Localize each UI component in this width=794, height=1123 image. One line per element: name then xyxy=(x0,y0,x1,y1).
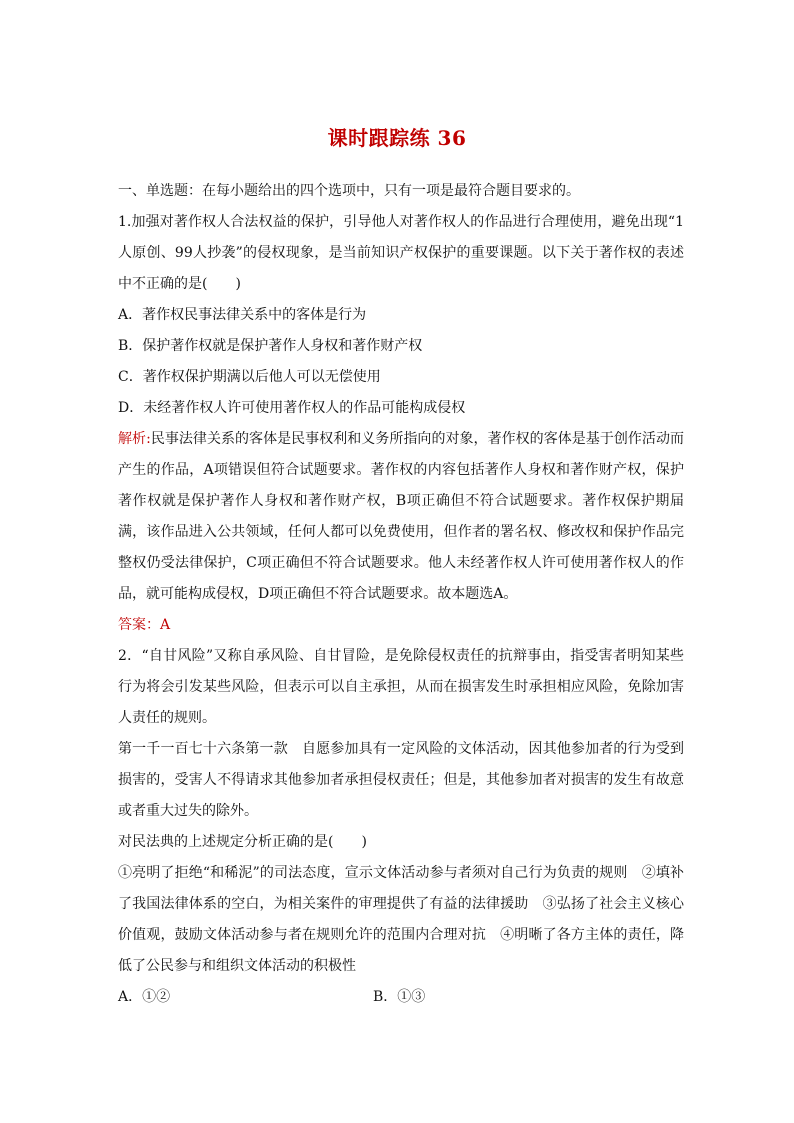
answer-value: A xyxy=(160,617,171,633)
q1-option-b: B．保护著作权就是保护著作人身权和著作财产权 xyxy=(118,338,423,354)
q1-option-d: D．未经著作权人许可使用著作权人的作品可能构成侵权 xyxy=(118,400,466,416)
page-title: 课时跟踪练 36 xyxy=(327,126,467,150)
q2-stem: 2．“自甘风险”又称自承风险、自甘冒险，是免除侵权责任的抗辩事由，指受害者明知某些行为将会引发某些风险，但表示可以自主承担，从而在损害发生时承担相应风险，免除加害人责任的规则。 xyxy=(118,648,684,726)
q1-analysis xyxy=(118,424,684,610)
q2-option-b: B．①③ xyxy=(373,989,426,1005)
q1-option-a: A．著作权民事法律关系中的客体是行为 xyxy=(118,307,367,323)
q1-answer xyxy=(118,610,684,641)
q2-options-row xyxy=(118,982,684,1013)
answer-label: 答案： xyxy=(118,617,160,633)
q2-option-a: A．①② xyxy=(118,989,171,1005)
q2-question: 对民法典的上述规定分析正确的是( ) xyxy=(118,834,367,850)
document-body xyxy=(118,176,684,1013)
q1-stem: 1.加强对著作权人合法权益的保护，引导他人对著作权人的作品进行合理使用，避免出现“1人原创、99人抄袭”的侵权现象，是当前知识产权保护的重要课题。以下关于著作权的表述中不正确的是( ) xyxy=(118,214,684,292)
q2-law-text: 第一千一百七十六条第一款 自愿参加具有一定风险的文体活动，因其他参加者的行为受到损害的，受害人不得请求其他参加者承担侵权责任；但是，其他参加者对损害的发生有故意或者重大过失的除外。 xyxy=(118,741,684,819)
q2-statements: ①亮明了拒绝“和稀泥”的司法态度，宣示文体活动参与者须对自己行为负责的规则 ②填补了我国法律体系的空白，为相关案件的审理提供了有益的法律援助 ③弘扬了社会主义核心价值观，鼓励文体活动参与者在规则允许的范围内合理对抗 ④明晰了各方主体的责任，降低了公民参与和组织文体活动的积极性 xyxy=(118,865,684,974)
analysis-text: 民事法律关系的客体是民事权利和义务所指向的对象，著作权的客体是基于创作活动而产生的作品，A项错误但符合试题要求。著作权的内容包括著作人身权和著作财产权，保护著作权就是保护著作人身权和著作财产权，B项正确但不符合试题要求。著作权保护期届满，该作品进入公共领域，任何人都可以免费使用，但作者的署名权、修改权和保护作品完整权仍受法律保护，C项正确但不符合试题要求。他人未经著作权人许可使用著作权人的作品，就可能构成侵权，D项正确但不符合试题要求。故本题选A。 xyxy=(118,431,684,602)
section-heading: 一、单选题：在每小题给出的四个选项中，只有一项是最符合题目要求的。 xyxy=(118,183,580,199)
q1-option-c: C．著作权保护期满以后他人可以无偿使用 xyxy=(118,369,381,385)
analysis-label: 解析: xyxy=(118,431,151,447)
